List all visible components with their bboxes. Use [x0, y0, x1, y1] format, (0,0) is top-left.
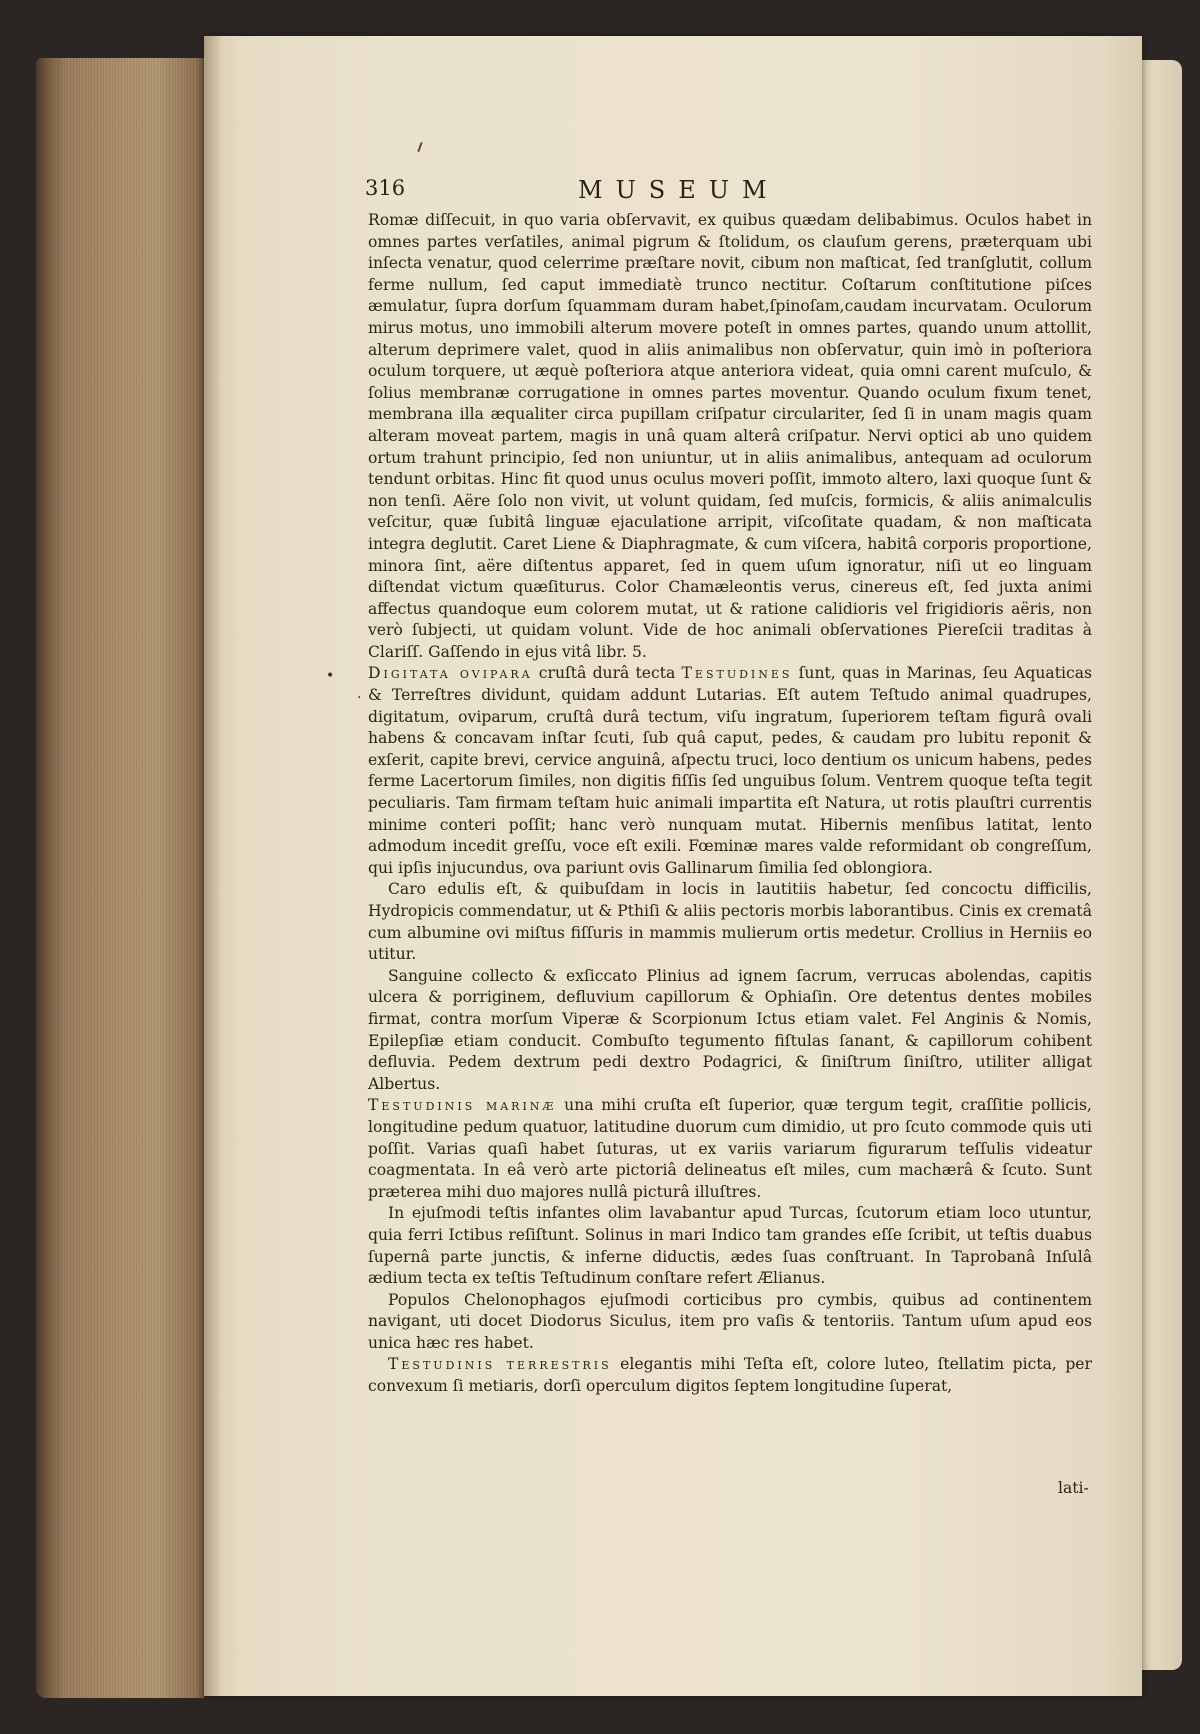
facing-page-edge: [1142, 60, 1182, 1670]
paragraph-text: ſunt, quas in Marinas, ſeu Aquaticas & Terreſtres dividunt, quidam addunt Lutarias. Eſt autem Teſtudo animal quadrupes, digitatum, oviparum, cruſtâ durâ tectum, viſu ingratum, ſuperiorem teſtam figurâ ovali habens & concavam inſtar ſcuti, ſub quâ caput, pedes, & caudam pro lubitu reponit & exſerit, capite brevi, cervice anguinâ, aſpectu truci, loco dentium os unicum habens, pedes ferme Lacertorum ſimiles, non digitis fiſſis ſed unguibus ſolum. Ventrem quoque teſta tegit peculiaris. Tam firmam teſtam huic animali impartita eſt Natura, ut rotis plauſtri currentis minime conteri poſſit; hanc verò nunquam mutat. Hibernis menſibus latitat, lento admodum incedit greſſu, voce eſt exili. Fœminæ mares valde reformidant ob congreſſum, qui ipſis injucundus, ova pariunt ovis Gallinarum ſimilia ſed oblongiora.: [368, 664, 1092, 877]
paragraph-text: una mihi cruſta eſt ſuperior, quæ tergum tegit, craſſitie pollicis, longitudine pedum quatuor, latitudine duorum cum dimidio, ut pro ſcuto commode quis uti poſſit. Varias quaſi habet ſuturas, ut ex variis variarum figurarum teſſulis videatur coagmentata. In eâ verò arte pictoriâ delineatus eſt miles, cum machærâ & ſcuto. Sunt præterea mihi duo majores nullâ picturâ illuſtres.: [368, 1096, 1093, 1201]
paragraph-text: In ejuſmodi teſtis infantes olim lavabantur apud Turcas, ſcutorum etiam loco utuntur, quia ferri Ictibus reſiſtunt. Solinus in mari Indico tam grandes eſſe ſcribit, ut teſtis duabus ſupernâ parte junctis, & inferne diductis, ædes ſuas conſtruant. In Taprobanâ Inſulâ ædium tecta ex teſtis Teſtudinum conſtare refert Ælianus.: [368, 1204, 1092, 1288]
paragraph-text: Sanguine collecto & exſiccato Plinius ad ignem ſacrum, verrucas abolendas, capitis ulcera & porriginem, defluvium capillorum & Ophiaſin. Ore detentus dentes mobiles firmat, contra morſum Viperæ & Scorpionum Ictus etiam valet. Fel Anginis & Nomis, Epilepſiæ etiam conducit. Combuſto tegumento fiſtulas ſanant, & capillorum cohibent defluvia. Pedem dextrum pedi dextro Podagrici, & ſiniſtrum ſiniſtro, utiliter alligat Albertus.: [368, 966, 1092, 1093]
paragraph-populos: [368, 1290, 1092, 1355]
margin-dot: •: [326, 668, 335, 684]
paragraph-testudinis-terrestris: [368, 1354, 1092, 1397]
paragraph-testudinis-marinae: [368, 1095, 1092, 1203]
catchword: lati-: [1058, 1479, 1089, 1497]
smallcaps-heading: Testudines: [681, 664, 793, 683]
smallcaps-heading: Digitata ovipara: [368, 664, 533, 683]
margin-dot: ·: [357, 690, 362, 706]
paragraph-text: Populos Chelonophagos ejuſmodi corticibus pro cymbis, quibus ad continentem navigant, uti docet Diodorus Siculus, item pro vaſis & tentoriis. Tantum uſum apud eos unica hæc res habet.: [368, 1290, 1092, 1352]
paragraph-sanguine: [368, 966, 1092, 1096]
paragraph-digitata-ovipara: [368, 663, 1092, 879]
page-number: 316: [365, 176, 406, 200]
smallcaps-heading: Testudinis marinæ: [368, 1096, 557, 1115]
page-gutter-shadow: [204, 36, 222, 1696]
paragraph-text: cruſtâ durâ tecta: [532, 664, 682, 683]
text-block: [368, 210, 1092, 1510]
smallcaps-heading: Testudinis terrestris: [388, 1355, 612, 1374]
paragraph-chamaeleon: [368, 210, 1092, 663]
paragraph-text: elegantis mihi Teſta eſt, colore luteo, ſtellatim picta, per convexum ſi metiaris, dorſi operculum digitos ſeptem longitudine ſuperat,: [368, 1355, 1092, 1396]
paragraph-text: Romæ diſſecuit, in quo varia obſervavit, ex quibus quædam delibabimus. Oculos habet in omnes partes verſatiles, animal pigrum & ſtolidum, os clauſum gerens, præterquam ubi inſecta venatur, quod celerrime præſtare novit, cibum non maſticat, ſed tranſglutit, collum ferme nullum, ſed caput immediatè trunco nectitur. Coſtarum conſtitutione piſces æmulatur, ſupra dorſum ſquammam duram habet,ſpinoſam,caudam incurvatam. Oculorum mirus motus, uno immobili alterum movere poteſt in omnes partes, quando unum attollit, alterum deprimere valet, quod in aliis animalibus non obſervatur, quin imò in poſteriora oculum torquere, ut æquè poſteriora atque anteriora videat, quia omni carent muſculo, & ſolius membranæ corrugatione in omnes partes moventur. Quando oculum fixum tenet, membrana illa æqualiter circa pupillam criſpatur circulariter, ſed ſi in unam magis quam alteram moveat partem, magis in unâ quam alterâ criſpatur. Nervi optici ab uno quidem ortum trahunt principio, ſed non uniuntur, ut in aliis animalibus, antequam ad oculorum tendunt orbitas. Hinc fit quod unus oculus moveri poſſit, immoto altero, laxi quoque ſunt & non tenſi. Aëre ſolo non vivit, ut volunt quidam, ſed muſcis, formicis, & aliis animalculis veſcitur, quæ ſubitâ linguæ ejaculatione arripit, viſcoſitate quadam, & non maſticata integra deglutit. Caret Liene & Diaphragmate, & cum viſcera, habitâ corporis proportione, minora ſint, aëre diſtentus apparet, ſed in quem uſum ignoratur, niſi ut eo linguam diſtendat victum quæſiturus. Color Chamæleontis verus, cinereus eſt, ſed juxta animi affectus quandoque eum colorem mutat, ut & ratione calidioris vel frigidioris aëris, non verò ſubjecti, ut quidam volunt. Vide de hoc animali obſervationes Piereſcii traditas à Clariſſ. Gaſſendo in ejus vitâ libr. 5.: [368, 211, 1092, 661]
paragraph-in-ejusmodi: [368, 1203, 1092, 1289]
book-page-edges: [36, 58, 204, 1698]
paragraph-caro: [368, 879, 1092, 965]
paragraph-text: Caro edulis eſt, & quibuſdam in locis in lautitiis habetur, ſed concoctu difficilis, Hydropicis commendatur, ut & Pthiſi & aliis pectoris morbis laborantibus. Cinis ex crematâ cum albumine ovi miſtus fiſſuris in mammis mulierum ortis medetur. Crollius in Herniis eo utitur.: [368, 880, 1092, 964]
running-head: MUSEUM: [578, 176, 780, 204]
